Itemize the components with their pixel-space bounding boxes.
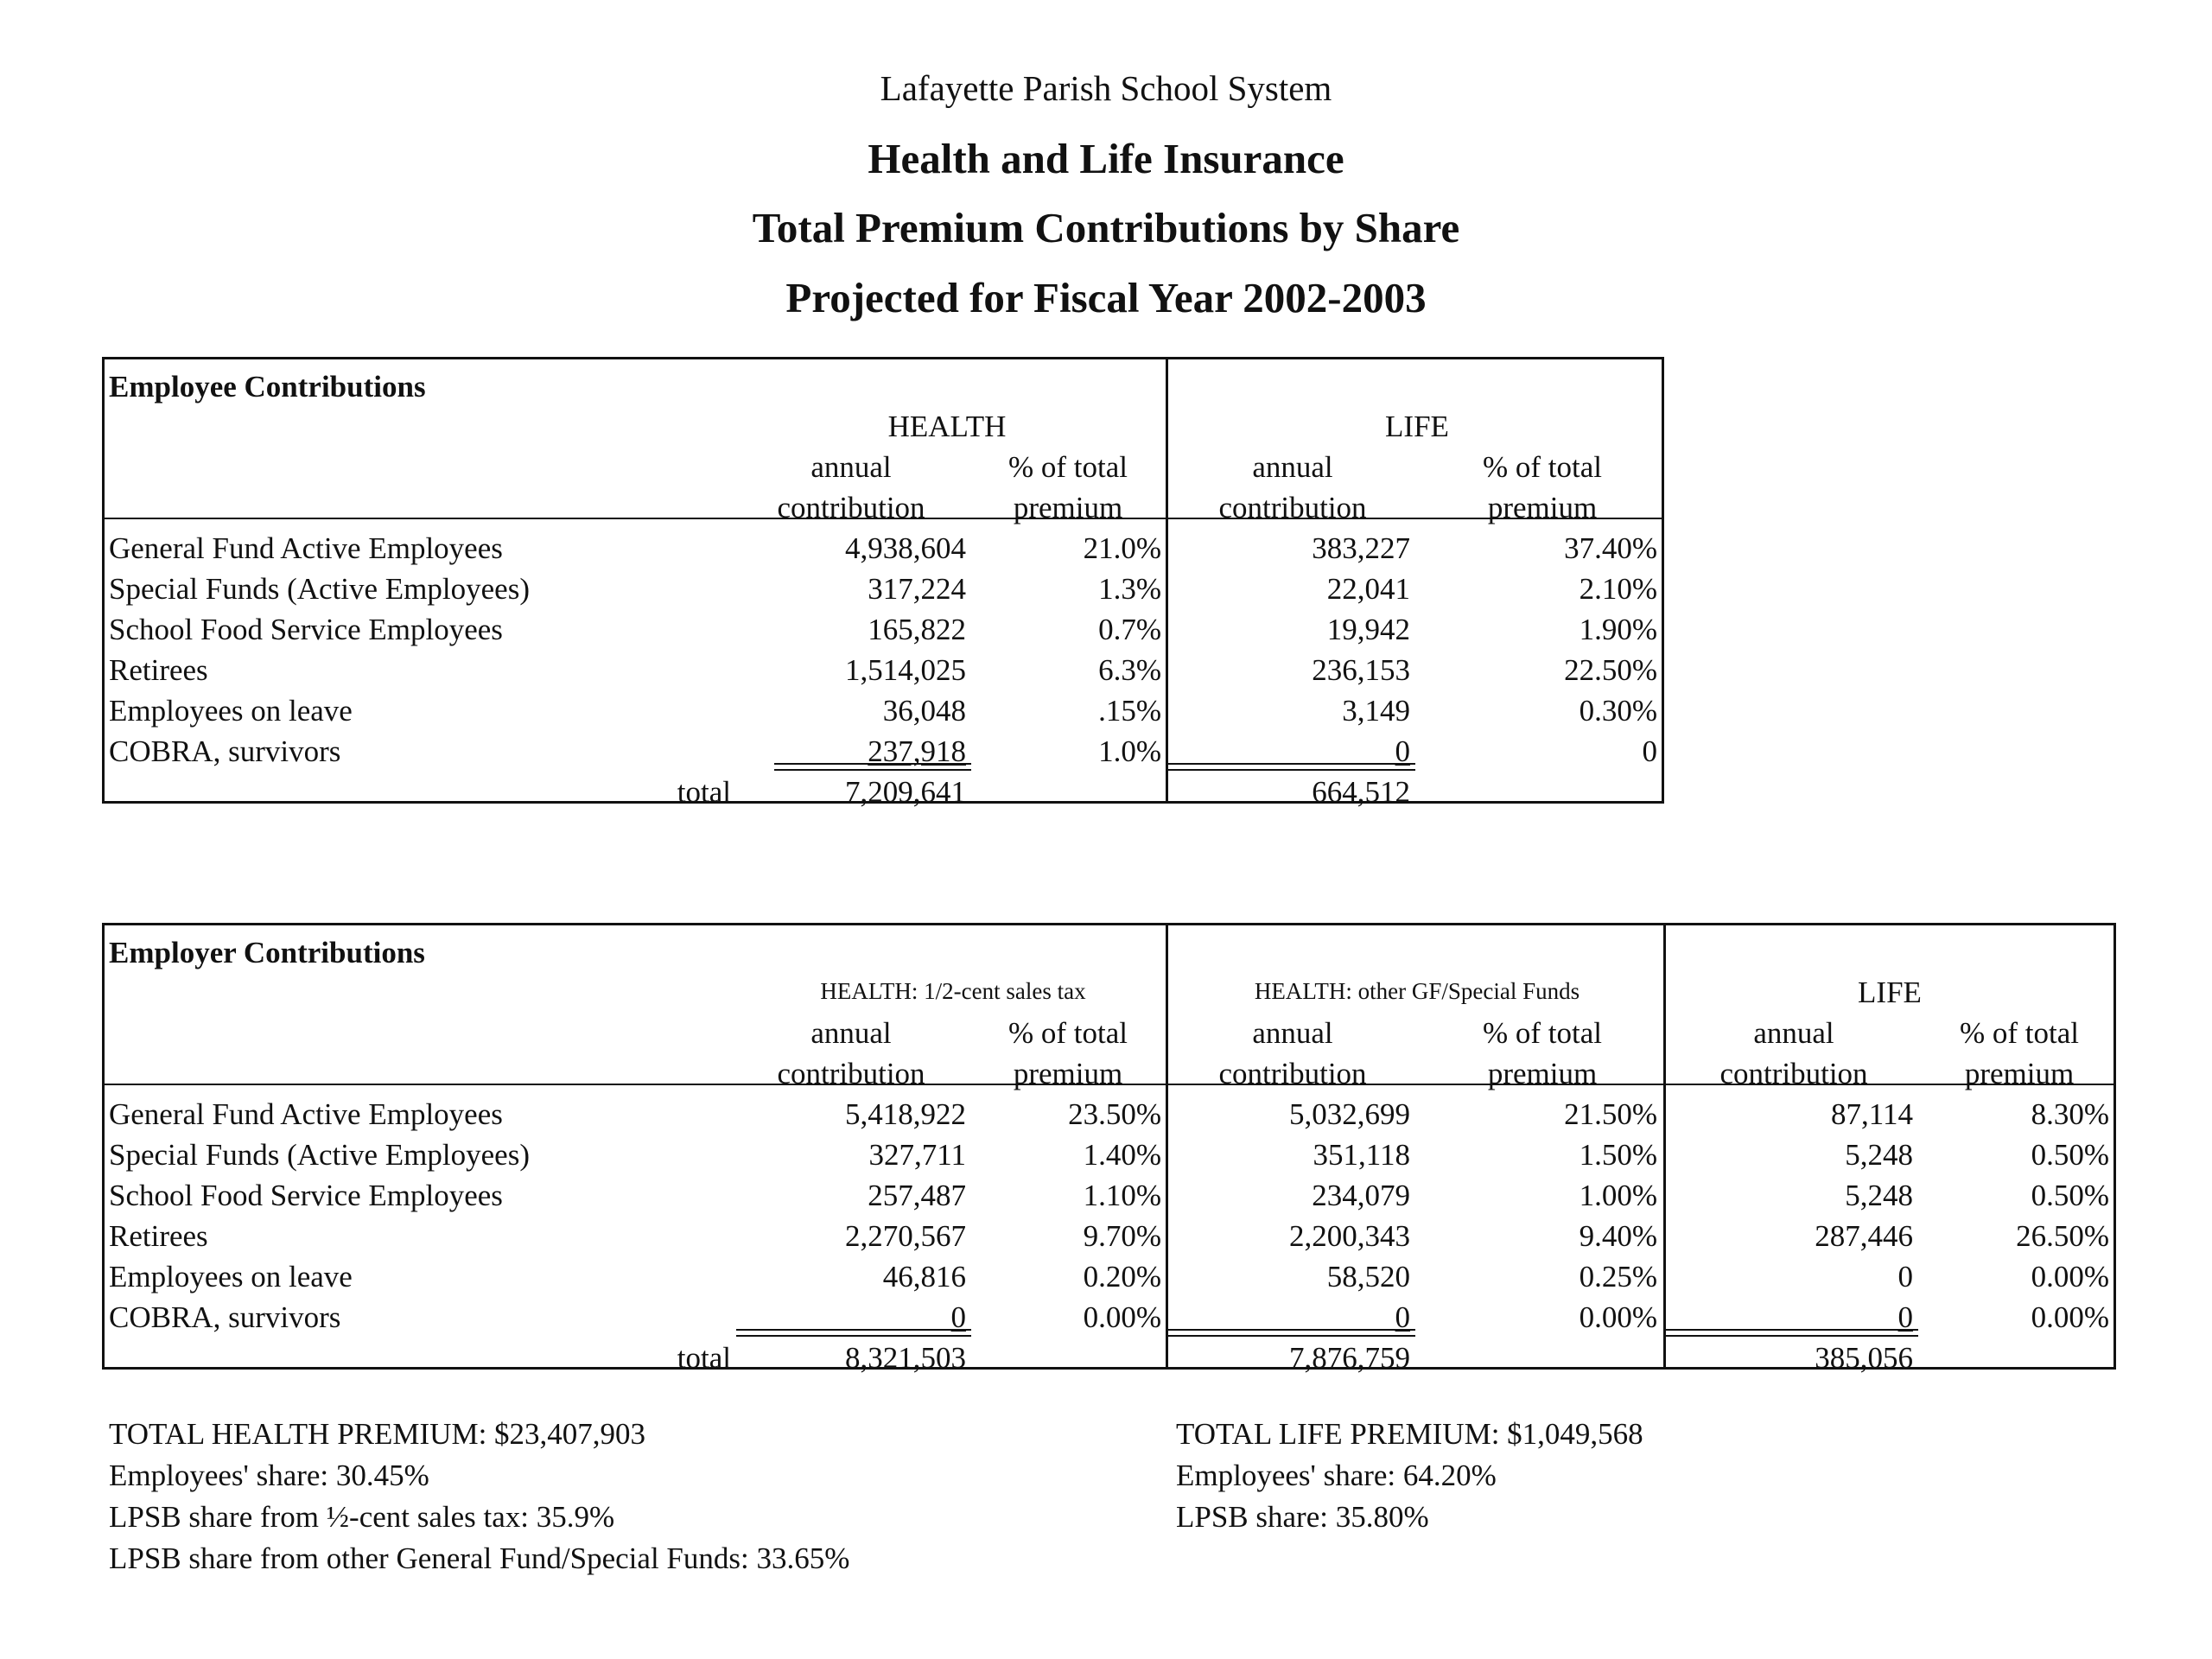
life-amount: 19,942 bbox=[1326, 613, 1410, 646]
life-amount: 0 bbox=[1897, 1300, 1913, 1334]
col-header: premium bbox=[1013, 1057, 1123, 1090]
health-amount: 4,938,604 bbox=[845, 531, 966, 565]
row-label: School Food Service Employees bbox=[109, 1179, 503, 1212]
col-header: % of total bbox=[1482, 1016, 1603, 1050]
life-lpsb-share: LPSB share: 35.80% bbox=[1176, 1500, 1429, 1534]
total-label: total bbox=[677, 775, 731, 809]
life-percent: 0.00% bbox=[2031, 1260, 2109, 1294]
column-divider bbox=[1166, 923, 1168, 1370]
section-title: Employer Contributions bbox=[109, 936, 425, 969]
sales-tax-percent: 0.20% bbox=[1083, 1260, 1161, 1294]
fiscal-period: Projected for Fiscal Year 2002-2003 bbox=[785, 274, 1427, 321]
row-label: Special Funds (Active Employees) bbox=[109, 572, 530, 606]
life-employee-share: Employees' share: 64.20% bbox=[1176, 1459, 1497, 1492]
other-funds-percent: 0.25% bbox=[1579, 1260, 1657, 1294]
health-amount: 36,048 bbox=[882, 694, 966, 728]
col-header: premium bbox=[1487, 491, 1598, 524]
col-header: contribution bbox=[1218, 1057, 1367, 1090]
life-percent: 26.50% bbox=[2016, 1219, 2109, 1253]
row-label: Retirees bbox=[109, 653, 208, 687]
row-label: General Fund Active Employees bbox=[109, 531, 503, 565]
group-header-life: LIFE bbox=[1385, 410, 1449, 443]
col-header: % of total bbox=[1007, 450, 1128, 484]
life-total-line: TOTAL LIFE PREMIUM: $1,049,568 bbox=[1176, 1417, 1643, 1451]
health-percent: 6.3% bbox=[1098, 653, 1161, 687]
group-header-health: HEALTH bbox=[887, 410, 1007, 443]
col-header: % of total bbox=[1007, 1016, 1128, 1050]
health-other-funds-share: LPSB share from other General Fund/Special Funds: 33.65% bbox=[109, 1541, 850, 1575]
total-double-rule bbox=[774, 763, 971, 771]
row-label: COBRA, survivors bbox=[109, 1300, 341, 1334]
life-premium-summary bbox=[1176, 1414, 1643, 1538]
section-title: Employee Contributions bbox=[109, 370, 426, 404]
sales-tax-amount: 327,711 bbox=[868, 1138, 966, 1172]
life-total: 385,056 bbox=[1815, 1341, 1913, 1375]
group-header-health-sales-tax: HEALTH: 1/2-cent sales tax bbox=[820, 978, 1086, 1004]
col-header: annual bbox=[1753, 1016, 1834, 1050]
health-amount: 165,822 bbox=[868, 613, 966, 646]
health-sales-tax-share: LPSB share from ½-cent sales tax: 35.9% bbox=[109, 1500, 615, 1534]
health-employee-share: Employees' share: 30.45% bbox=[109, 1459, 429, 1492]
sales-tax-amount: 46,816 bbox=[882, 1260, 966, 1294]
col-header: contribution bbox=[1218, 491, 1367, 524]
sales-tax-percent: 9.70% bbox=[1083, 1219, 1161, 1253]
col-header: annual bbox=[810, 450, 892, 484]
life-amount: 0 bbox=[1395, 734, 1410, 768]
life-total: 664,512 bbox=[1312, 775, 1410, 809]
life-percent: 22.50% bbox=[1564, 653, 1657, 687]
col-header: annual bbox=[1252, 450, 1333, 484]
group-header-health-other: HEALTH: other GF/Special Funds bbox=[1254, 978, 1580, 1004]
col-header: premium bbox=[1013, 491, 1123, 524]
col-header: annual bbox=[810, 1016, 892, 1050]
life-percent: 0 bbox=[1642, 734, 1657, 768]
total-double-rule bbox=[1168, 763, 1415, 771]
sales-tax-amount: 257,487 bbox=[868, 1179, 966, 1212]
row-label: General Fund Active Employees bbox=[109, 1097, 503, 1131]
document-title: Health and Life Insurance bbox=[868, 135, 1344, 182]
life-amount: 0 bbox=[1897, 1260, 1913, 1294]
other-funds-amount: 58,520 bbox=[1326, 1260, 1410, 1294]
health-amount: 237,918 bbox=[868, 734, 966, 768]
col-header: contribution bbox=[1719, 1057, 1868, 1090]
total-double-rule bbox=[1168, 1329, 1415, 1337]
life-percent: 37.40% bbox=[1564, 531, 1657, 565]
total-label: total bbox=[677, 1341, 731, 1375]
life-amount: 5,248 bbox=[1845, 1138, 1913, 1172]
other-funds-percent: 9.40% bbox=[1579, 1219, 1657, 1253]
health-percent: 1.3% bbox=[1098, 572, 1161, 606]
row-label: Employees on leave bbox=[109, 694, 353, 728]
document-subtitle: Total Premium Contributions by Share bbox=[752, 204, 1460, 251]
sales-tax-amount: 0 bbox=[950, 1300, 966, 1334]
column-divider bbox=[1166, 357, 1168, 804]
row-label: School Food Service Employees bbox=[109, 613, 503, 646]
col-header: premium bbox=[1487, 1057, 1598, 1090]
life-amount: 5,248 bbox=[1845, 1179, 1913, 1212]
health-total-line: TOTAL HEALTH PREMIUM: $23,407,903 bbox=[109, 1417, 646, 1451]
life-amount: 383,227 bbox=[1312, 531, 1410, 565]
sales-tax-percent: 23.50% bbox=[1068, 1097, 1161, 1131]
row-label: COBRA, survivors bbox=[109, 734, 341, 768]
row-label: Retirees bbox=[109, 1219, 208, 1253]
health-percent: .15% bbox=[1098, 694, 1161, 728]
life-amount: 22,041 bbox=[1326, 572, 1410, 606]
health-premium-summary bbox=[109, 1414, 849, 1580]
life-percent: 0.50% bbox=[2031, 1179, 2109, 1212]
row-label: Employees on leave bbox=[109, 1260, 353, 1294]
other-funds-percent: 1.00% bbox=[1579, 1179, 1657, 1212]
other-funds-amount: 351,118 bbox=[1313, 1138, 1410, 1172]
sales-tax-amount: 2,270,567 bbox=[845, 1219, 966, 1253]
life-percent: 0.00% bbox=[2031, 1300, 2109, 1334]
sales-tax-percent: 1.10% bbox=[1083, 1179, 1161, 1212]
other-funds-percent: 21.50% bbox=[1564, 1097, 1657, 1131]
col-header: contribution bbox=[777, 491, 925, 524]
life-percent: 0.50% bbox=[2031, 1138, 2109, 1172]
other-funds-amount: 5,032,699 bbox=[1289, 1097, 1410, 1131]
health-total: 7,209,641 bbox=[845, 775, 966, 809]
row-label: Special Funds (Active Employees) bbox=[109, 1138, 530, 1172]
col-header: % of total bbox=[1482, 450, 1603, 484]
org-name: Lafayette Parish School System bbox=[880, 68, 1332, 108]
life-percent: 8.30% bbox=[2031, 1097, 2109, 1131]
other-funds-percent: 1.50% bbox=[1579, 1138, 1657, 1172]
sales-tax-percent: 0.00% bbox=[1083, 1300, 1161, 1334]
life-amount: 3,149 bbox=[1342, 694, 1410, 728]
health-amount: 1,514,025 bbox=[845, 653, 966, 687]
health-percent: 1.0% bbox=[1098, 734, 1161, 768]
col-header: premium bbox=[1964, 1057, 2075, 1090]
total-double-rule bbox=[736, 1329, 971, 1337]
life-amount: 87,114 bbox=[1831, 1097, 1913, 1131]
health-percent: 0.7% bbox=[1098, 613, 1161, 646]
life-percent: 2.10% bbox=[1579, 572, 1657, 606]
sales-tax-total: 8,321,503 bbox=[845, 1341, 966, 1375]
col-header: annual bbox=[1252, 1016, 1333, 1050]
total-double-rule bbox=[1666, 1329, 1918, 1337]
life-amount: 236,153 bbox=[1312, 653, 1410, 687]
life-percent: 1.90% bbox=[1579, 613, 1657, 646]
column-divider bbox=[1663, 923, 1666, 1370]
other-funds-amount: 2,200,343 bbox=[1289, 1219, 1410, 1253]
sales-tax-amount: 5,418,922 bbox=[845, 1097, 966, 1131]
health-percent: 21.0% bbox=[1083, 531, 1161, 565]
col-header: contribution bbox=[777, 1057, 925, 1090]
col-header: % of total bbox=[1959, 1016, 2080, 1050]
life-percent: 0.30% bbox=[1579, 694, 1657, 728]
other-funds-total: 7,876,759 bbox=[1289, 1341, 1410, 1375]
other-funds-amount: 234,079 bbox=[1312, 1179, 1410, 1212]
other-funds-amount: 0 bbox=[1395, 1300, 1410, 1334]
life-amount: 287,446 bbox=[1815, 1219, 1913, 1253]
sales-tax-percent: 1.40% bbox=[1083, 1138, 1161, 1172]
health-amount: 317,224 bbox=[868, 572, 966, 606]
other-funds-percent: 0.00% bbox=[1579, 1300, 1657, 1334]
group-header-life: LIFE bbox=[1858, 976, 1922, 1009]
